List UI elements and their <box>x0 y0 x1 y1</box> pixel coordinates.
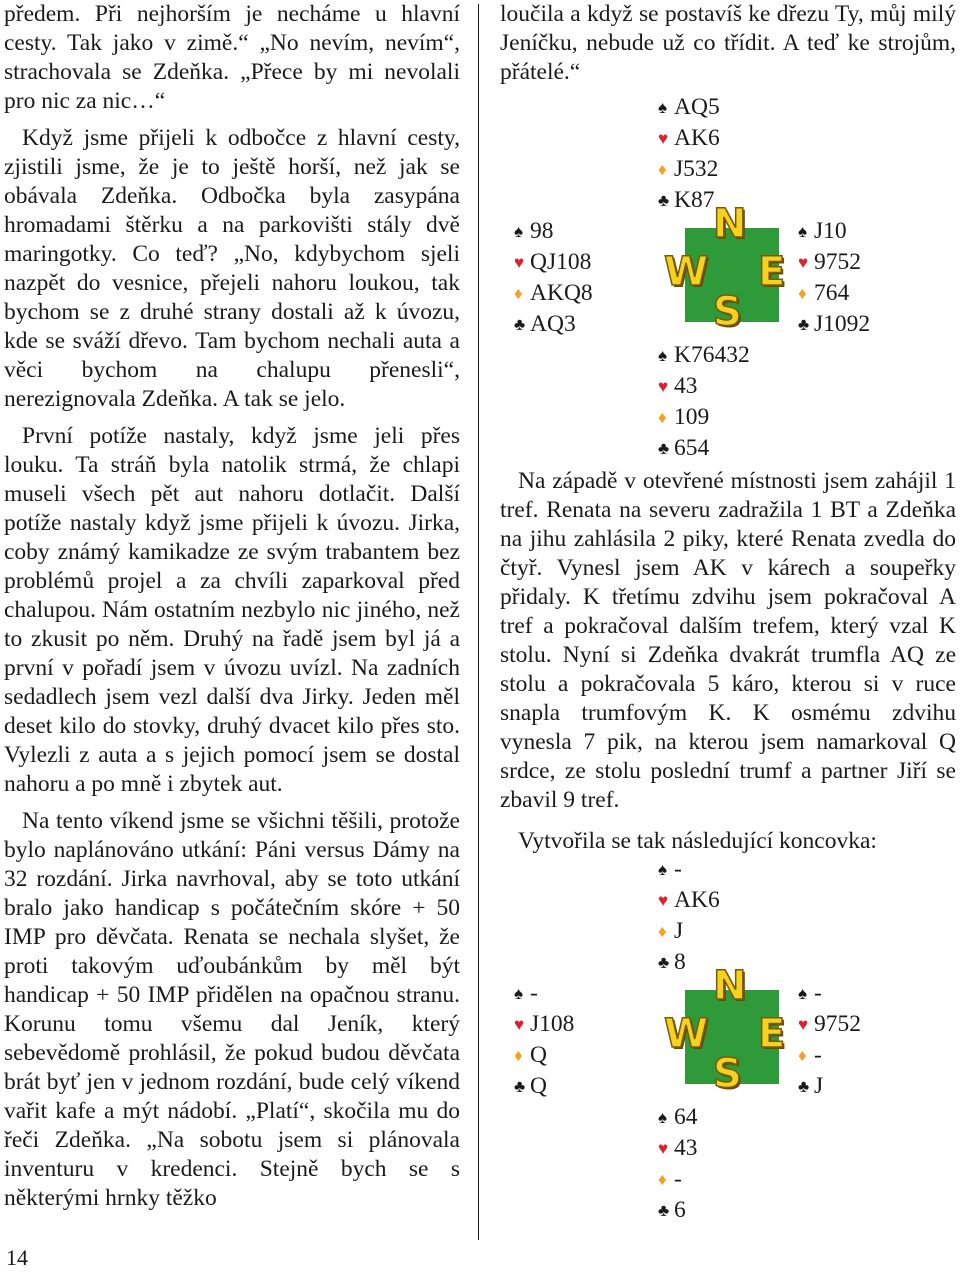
compass-south: S <box>713 1051 742 1097</box>
club-icon: ♣ <box>514 315 526 334</box>
heart-icon: ♥ <box>658 129 669 148</box>
diamond-icon: ♦ <box>798 284 807 303</box>
compass-east: E <box>758 249 786 295</box>
spade-icon: ♠ <box>658 98 668 117</box>
diamond-icon: ♦ <box>658 160 667 179</box>
paragraph: loučila a když se postavíš ke dřezu Ty, můj milý Jeníčku, nebude už co třídit. A teď ke strojům, přátelé.“ <box>500 1 956 85</box>
diamond-icon: ♦ <box>514 1046 523 1065</box>
compass-diagram <box>658 964 808 1114</box>
paragraph: Když jsme přijeli k odbočce z hlavní cesty, zjistili jsme, že je to ještě horší, než jak se obávala Zdeňka. Odbočka byla zasypána hromadami štěrku a na parkovišti stály dvě maringotky. Co teď? „No, kdybychom sjeli nazpět do vesnice, přejeli nahoru loukou, tak bychom se z druhé strany dostali až k úvozu, kde se sváží dřevo. Tam bychom nechali auta a věci bychom na chalupu přenesli“, nerezignovala Zdeňka. A tak se jelo. <box>4 125 460 412</box>
heart-icon: ♥ <box>798 1015 809 1034</box>
club-icon: ♣ <box>798 315 810 334</box>
club-icon: ♣ <box>658 953 670 972</box>
spade-icon: ♠ <box>514 984 524 1003</box>
paragraph: Vytvořila se tak následující koncovka: <box>518 828 877 854</box>
hand-east: ♠ - ♥ 9752 ♦ - ♣ J <box>798 978 861 1102</box>
compass-south: S <box>713 289 742 335</box>
diamond-icon: ♦ <box>658 408 667 427</box>
hand-south: ♠ 64 ♥ 43 ♦ - ♣ 6 <box>658 1102 698 1226</box>
heart-icon: ♥ <box>514 253 525 272</box>
compass-east: E <box>758 1011 786 1057</box>
hand-north: ♠ AQ5 ♥ AK6 ♦ J532 ♣ K87 <box>658 92 720 216</box>
compass-west: W <box>664 249 709 295</box>
heart-icon: ♥ <box>658 1139 669 1158</box>
paragraph: První potíže nastaly, když jsme jeli přes louku. Ta stráň byla natolik strmá, že chlapi museli všech pět aut nahoru dotlačit. Další potíže nastaly když jsme přijeli k úvozu. Jirka, coby známý kamikadze ze svým trabantem bez problémů projel a za chvíli zaparkoval před chalupou. Nám ostatním nezbylo nic jiného, než to zkusit po něm. Druhý na řadě jsem byl já a první v pořadí jsem v úvozu uvízl. Na zadních sedadlech jsem vezl další dva Jirky. Jeden měl deset kilo do stovky, druhý dvacet kilo přes sto. Vylezli z auta a s jejich pomocí jsem se dostal nahoru a po mně i zbytek aut. <box>4 423 460 797</box>
hand-north: ♠ - ♥ AK6 ♦ J ♣ 8 <box>658 854 720 978</box>
bridge-deal-1 <box>500 92 956 464</box>
spade-icon: ♠ <box>798 984 808 1003</box>
column-divider <box>478 4 479 1240</box>
spade-icon: ♠ <box>658 1108 668 1127</box>
hand-east: ♠ J10 ♥ 9752 ♦ 764 ♣ J1092 <box>798 216 870 340</box>
compass-north: N <box>713 963 747 1009</box>
diamond-icon: ♦ <box>658 1170 667 1189</box>
diamond-icon: ♦ <box>514 284 523 303</box>
compass-diagram <box>658 202 808 352</box>
right-column <box>500 0 956 87</box>
spade-icon: ♠ <box>798 222 808 241</box>
hand-south: ♠ K76432 ♥ 43 ♦ 109 ♣ 654 <box>658 340 750 464</box>
compass-north: N <box>713 201 747 247</box>
club-icon: ♣ <box>658 1201 670 1220</box>
club-icon: ♣ <box>658 439 670 458</box>
heart-icon: ♥ <box>514 1015 525 1034</box>
paragraph: Na západě v otevřené místnosti jsem zahájil 1 tref. Renata na severu zadražila 1 BT a Zdeňka na jihu zahlásila 2 piky, které Renata zvedla do čtyř. Vynesl jsem AK v kárech a soupeřky přidaly. K třetímu zdvihu jsem pokračoval A tref a pokračoval dalším trefem, který vzal K stolu. Nyní si Zdeňka dvakrát trumfla AQ ze stolu a pokračovala 5 káro, kterou si v ruce snapla trumfovým K. K osmému zdvihu vynesla 7 pik, na kterou jsem namarkoval Q srdce, ze stolu poslední trumf a partner Jiří se zbavil 9 tref. <box>500 468 956 813</box>
club-icon: ♣ <box>514 1077 526 1096</box>
spade-icon: ♠ <box>658 346 668 365</box>
heart-icon: ♥ <box>798 253 809 272</box>
spade-icon: ♠ <box>514 222 524 241</box>
club-icon: ♣ <box>658 191 670 210</box>
heart-icon: ♥ <box>658 377 669 396</box>
bridge-deal-2 <box>500 854 956 1226</box>
paragraph: předem. Při nejhorším je necháme u hlavní cesty. Tak jako v zimě.“ „No nevím, nevím“, strachovala se Zdeňka. „Přece by mi nevolali pro nic za nic…“ <box>4 1 460 114</box>
club-icon: ♣ <box>798 1077 810 1096</box>
page-number: 14 <box>6 1245 28 1270</box>
right-column-middle <box>500 467 956 856</box>
diamond-icon: ♦ <box>658 922 667 941</box>
hand-west: ♠ 98 ♥ QJ108 ♦ AKQ8 ♣ AQ3 <box>514 216 593 340</box>
spade-icon: ♠ <box>658 860 668 879</box>
left-column <box>4 0 460 1213</box>
hand-west: ♠ - ♥ J108 ♦ Q ♣ Q <box>514 978 574 1102</box>
compass-west: W <box>664 1011 709 1057</box>
paragraph: Na tento víkend jsme se všichni těšili, protože bylo naplánováno utkání: Páni versus Dámy na 32 rozdání. Jirka navrhoval, aby se toto utkání bralo jako handicap s počátečním skóre + 50 IMP pro děvčata. Renata se nechala slyšet, že proti takovým uďoubánkům by měl být handicap + 50 IMP přidělen na opačnou stranu. Korunu tomu všemu dal Jeník, který sebevědomě prohlásil, že pokud budou děvčata brát byť jen v jednom rozdání, bude celý víkend vařit kafe a mýt nádobí. „Platí“, skočila mu do řeči Zdeňka. „Na sobotu jsem si plánovala inventuru v kredenci. Stejně bych se s některými hrnky těžko <box>4 808 460 1211</box>
heart-icon: ♥ <box>658 891 669 910</box>
diamond-icon: ♦ <box>798 1046 807 1065</box>
